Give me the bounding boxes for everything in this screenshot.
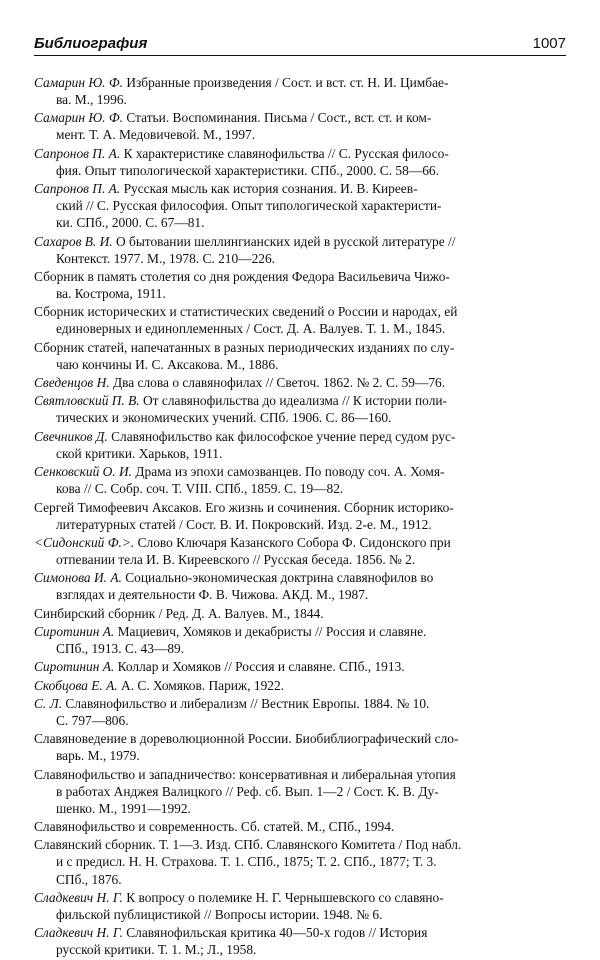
entry-text: Сборник в память столетия со дня рождения Федора Васильевича Чижо- ва. Кострома, 1911. (34, 268, 450, 302)
entry-text: Сергей Тимофеевич Аксаков. Его жизнь и сочинения. Сборник историко- литературных статей / Сост. В. И. Покровский. Изд. 2-е. М., 1912. (34, 499, 454, 532)
entry-author: Сиротинин А. (34, 659, 115, 675)
entry-text: О бытовании шеллингианских идей в русской литературе // Контекст. 1977. М., 1978. С. 210—226. (56, 233, 456, 266)
entry-text: Коллар и Хомяков // Россия и славяне. СПб., 1913. (117, 659, 405, 675)
entry-text: Драма из эпохи самозванцев. По поводу соч. А. Хомя- кова // С. Собр. соч. Т. VIII. СПб., 1859. С. 19—82. (56, 464, 445, 497)
bibliography-entry (34, 623, 566, 657)
bibliography-entry (34, 145, 566, 179)
entry-author: Сладкевич Н. Г. (34, 889, 123, 905)
page-header (34, 33, 566, 56)
entry-text: Социально-экономическая доктрина славянофилов во взглядах и деятельности Ф. В. Чижова. АКД. М., 1987. (56, 570, 434, 603)
entry-text: К характеристике славянофильства // С. Русская филосо- фия. Опыт типологической характеристики. СПб., 2000. С. 58—66. (56, 145, 449, 178)
entry-text: Избранные произведения / Сост. и вст. ст. Н. И. Цимбае- ва. М., 1996. (56, 75, 449, 108)
bibliography-entry (34, 392, 566, 426)
running-title: Библиография (34, 35, 148, 52)
bibliography-entry (34, 463, 566, 497)
entry-author: Сиротинин А. (34, 623, 115, 639)
entry-text: Славянофильство и либерализм // Вестник Европы. 1884. № 10. С. 797—806. (56, 695, 430, 728)
entry-text: Славянофильство и западничество: консервативная и либеральная утопия в работах Анджея Валицкого // Реф. сб. Вып. 1—2 / Сост. К. В. Ду- шенко. М., 1991—1992. (34, 766, 456, 816)
bibliography-entry (34, 180, 566, 231)
entry-author: Сенковский О. И. (34, 464, 133, 480)
entry-text: Сборник статей, напечатанных в разных периодических изданиях по слу- чаю кончины И. С. Аксакова. М., 1886. (34, 339, 455, 372)
bibliography-entry (34, 303, 566, 337)
bibliography-entry (34, 534, 566, 568)
entry-author: Сведенцов Н. (34, 375, 110, 391)
entry-author: Сладкевич Н. Г. (34, 925, 123, 941)
bibliography-entry (34, 658, 566, 675)
bibliography-entry (34, 569, 566, 603)
entry-author: Свечников Д. (34, 428, 108, 444)
entry-text: Синбирский сборник / Ред. Д. А. Валуев. М., 1844. (34, 605, 324, 621)
bibliography-entry (34, 428, 566, 462)
entry-text: Статьи. Воспоминания. Письма / Сост., вст. ст. и ком- мент. Т. А. Медовичевой. М., 1997. (56, 110, 432, 143)
entry-text: От славянофильства до идеализма // К истории поли- тических и экономических учений. СПб. 1906. С. 86—160. (56, 393, 448, 426)
bibliography-entry (34, 677, 566, 694)
bibliography-entry (34, 339, 566, 373)
entry-author: Сапронов П. А. (34, 181, 121, 197)
entry-text: Сборник исторических и статистических сведений о России и народах, ей единоверных и единоплеменных / Сост. Д. А. Валуев. Т. 1. М., 1845. (34, 304, 458, 337)
entry-text: Славянский сборник. Т. 1—3. Изд. СПб. Славянского Комитета / Под набл. и с предисл. Н. Н. Страхова. Т. 1. СПб., 1875; Т. 2. СПб., 1877; Т. 3. СПб., 1876. (34, 837, 462, 887)
bibliography-entry (34, 924, 566, 958)
entry-text: Славянофильская критика 40—50-х годов // История русской критики. Т. 1. М.; Л., 1958. (56, 925, 428, 958)
bibliography-entry (34, 836, 566, 887)
entry-author: <Сидонский Ф.>. (34, 534, 135, 550)
bibliography-entry (34, 695, 566, 729)
entry-author: Самарин Ю. Ф. (34, 110, 123, 126)
bibliography-entry (34, 889, 566, 923)
entry-text: Славянофильство как философское учение перед судом рус- ской критики. Харьков, 1911. (56, 428, 456, 461)
bibliography-entry (34, 818, 566, 835)
entry-author: Самарин Ю. Ф. (34, 75, 123, 90)
bibliography-list (34, 74, 566, 960)
bibliography-entry (34, 109, 566, 143)
entry-text: А. С. Хомяков. Париж, 1922. (121, 677, 285, 693)
entry-text: Русская мысль как история сознания. И. В. Киреев- ский // С. Русская философия. Опыт типологической характеристи- ки. СПб., 2000. С. 67—81. (56, 181, 442, 231)
bibliography-entry (34, 766, 566, 817)
entry-author: С. Л. (34, 695, 63, 711)
entry-text: Мациевич, Хомяков и декабристы // Россия и славяне. СПб., 1913. С. 43—89. (56, 623, 427, 656)
entry-author: Скобцова Е. А. (34, 677, 118, 693)
bibliography-entry (34, 605, 566, 622)
bibliography-entry (34, 233, 566, 267)
bibliography-entry (34, 74, 566, 108)
entry-text: Славяноведение в дореволюционной России. Биобиблиографический сло- варь. М., 1979. (34, 731, 459, 764)
entry-author: Сапронов П. А. (34, 145, 121, 161)
bibliography-entry (34, 268, 566, 302)
entry-text: Слово Ключаря Казанского Собора Ф. Сидонского при отпевании тела И. В. Киреевского // Русская беседа. 1856. № 2. (56, 534, 451, 567)
entry-text: Славянофильство и современность. Сб. статей. М., СПб., 1994. (34, 819, 395, 835)
entry-author: Святловский П. В. (34, 393, 140, 409)
entry-author: Симонова И. А. (34, 570, 122, 586)
entry-author: Сахаров В. И. (34, 233, 113, 249)
bibliography-entry (34, 730, 566, 764)
page-number: 1007 (532, 35, 566, 52)
entry-text: К вопросу о полемике Н. Г. Чернышевского со славяно- фильской публицистикой // Вопросы истории. 1948. № 6. (56, 889, 444, 922)
entry-text: Два слова о славянофилах // Светоч. 1862. № 2. С. 59—76. (112, 375, 446, 391)
bibliography-entry (34, 374, 566, 391)
bibliography-entry (34, 499, 566, 533)
